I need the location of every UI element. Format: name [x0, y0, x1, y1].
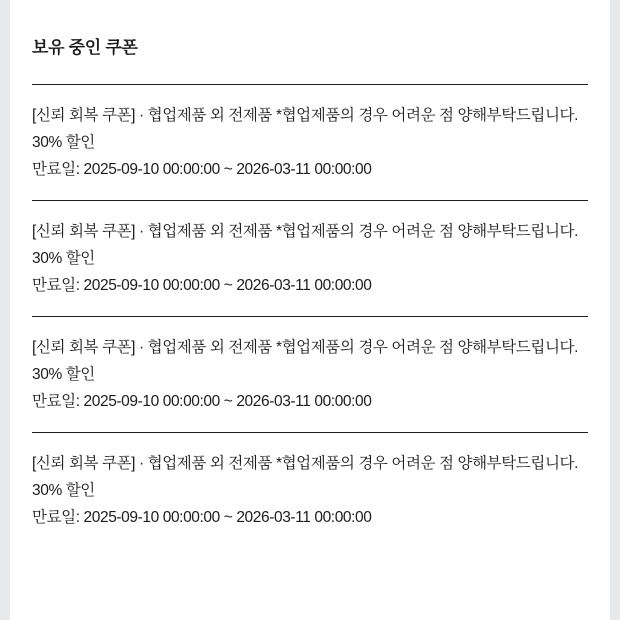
page-title: 보유 중인 쿠폰 — [32, 38, 138, 57]
coupon-discount: 30% 할인 — [32, 134, 95, 151]
coupon-expiry: 만료일: 2025-09-10 00:00:00 ~ 2026-03-11 00:00:00 — [32, 509, 372, 526]
coupon-discount: 30% 할인 — [32, 366, 95, 383]
left-gutter — [0, 0, 10, 620]
coupon-name: [신뢰 회복 쿠폰] · 협업제품 외 전제품 *협업제품의 경우 어려운 점 양해부탁드립니다. — [32, 223, 578, 240]
coupon-discount: 30% 할인 — [32, 482, 95, 499]
coupon-expiry: 만료일: 2025-09-10 00:00:00 ~ 2026-03-11 00:00:00 — [32, 161, 372, 178]
coupon-name: [신뢰 회복 쿠폰] · 협업제품 외 전제품 *협업제품의 경우 어려운 점 양해부탁드립니다. — [32, 455, 578, 472]
list-item[interactable] — [32, 317, 588, 432]
coupon-name: [신뢰 회복 쿠폰] · 협업제품 외 전제품 *협업제품의 경우 어려운 점 양해부탁드립니다. — [32, 107, 578, 124]
right-gutter — [610, 0, 620, 620]
list-item[interactable] — [32, 201, 588, 316]
coupon-name: [신뢰 회복 쿠폰] · 협업제품 외 전제품 *협업제품의 경우 어려운 점 양해부탁드립니다. — [32, 339, 578, 356]
list-item[interactable] — [32, 433, 588, 548]
coupon-list-content — [10, 0, 610, 620]
coupon-expiry: 만료일: 2025-09-10 00:00:00 ~ 2026-03-11 00:00:00 — [32, 393, 372, 410]
coupon-expiry: 만료일: 2025-09-10 00:00:00 ~ 2026-03-11 00:00:00 — [32, 277, 372, 294]
list-item[interactable] — [32, 85, 588, 200]
coupon-discount: 30% 할인 — [32, 250, 95, 267]
